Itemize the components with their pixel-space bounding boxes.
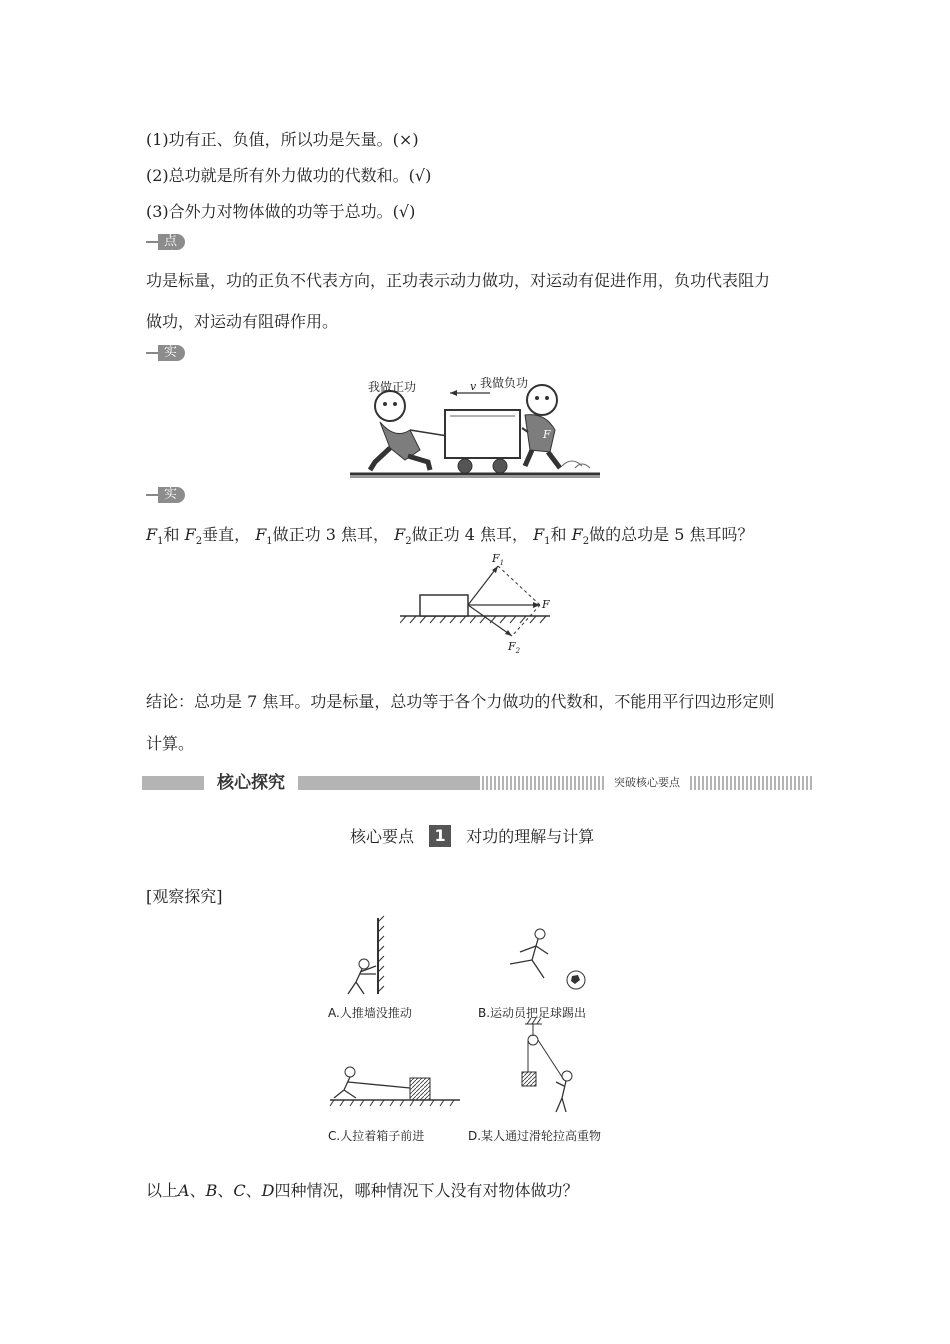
question-line: $F_1$和 $F_2$垂直， $F_1$做正功 3 焦耳， $F_2$做正功 4 焦耳， $F_1$和 $F_2$做的总功是 5 焦耳吗？ [146,525,754,548]
tips-text-line-1: 功是标量，功的正负不代表方向，正功表示动力做功，对运动有促进作用，负功代表阻力 [146,271,771,290]
conclusion-line-1: 结论：总功是 7 焦耳。功是标量，总功等于各个力做功的代数和，不能用平行四边形定则 [146,692,775,711]
label-f: F [542,598,550,611]
scene-d-caption: D.某人通过滑轮拉高重物 [468,1129,602,1143]
label-f2: $F_2$ [508,640,521,656]
cart-illustration [350,370,600,480]
scene-a-caption: A.人推墙没推动 [328,1006,412,1020]
section-right-label: 突破核心要点 [606,774,688,792]
section-title: 核心探究 [206,771,296,795]
final-question: 以上A、B、C、D四种情况，哪种情况下人没有对物体做功？ [146,1181,579,1200]
judgement-3: (3)合外力对物体做的功等于总功。(√) [146,202,416,221]
judgement-1: (1)功有正、负值，所以功是矢量。(×) [146,130,419,149]
observe-label: [观察探究] [146,887,223,906]
section-header-bar [142,771,814,795]
tips-tag-label: 点拨 [158,234,185,250]
example-tag-label: 实例 [158,345,185,361]
scene-c-caption: C.人拉着箱子前进 [328,1129,425,1143]
label-negative-work: 我做负功 [480,376,529,390]
keypoint-number-badge: 1 [429,825,451,847]
force-diagram [400,550,560,660]
conclusion-line-2: 计算。 [146,734,195,753]
judgement-2: (2)总功就是所有外力做功的代数和。(√) [146,166,432,185]
scenes-illustration [320,912,640,1152]
label-f1: $F_1$ [492,552,505,568]
example-tag-2-label: 实例 [158,487,185,503]
label-force-f: F [543,428,551,441]
scene-b-caption: B.运动员把足球踢出 [478,1006,587,1020]
label-positive-work: 我做正功 [368,380,417,394]
keypoint-heading: 核心要点 1 对功的理解与计算 [350,825,595,846]
label-velocity: v [470,380,477,393]
tips-text-line-2: 做功，对运动有阻碍作用。 [146,312,339,331]
